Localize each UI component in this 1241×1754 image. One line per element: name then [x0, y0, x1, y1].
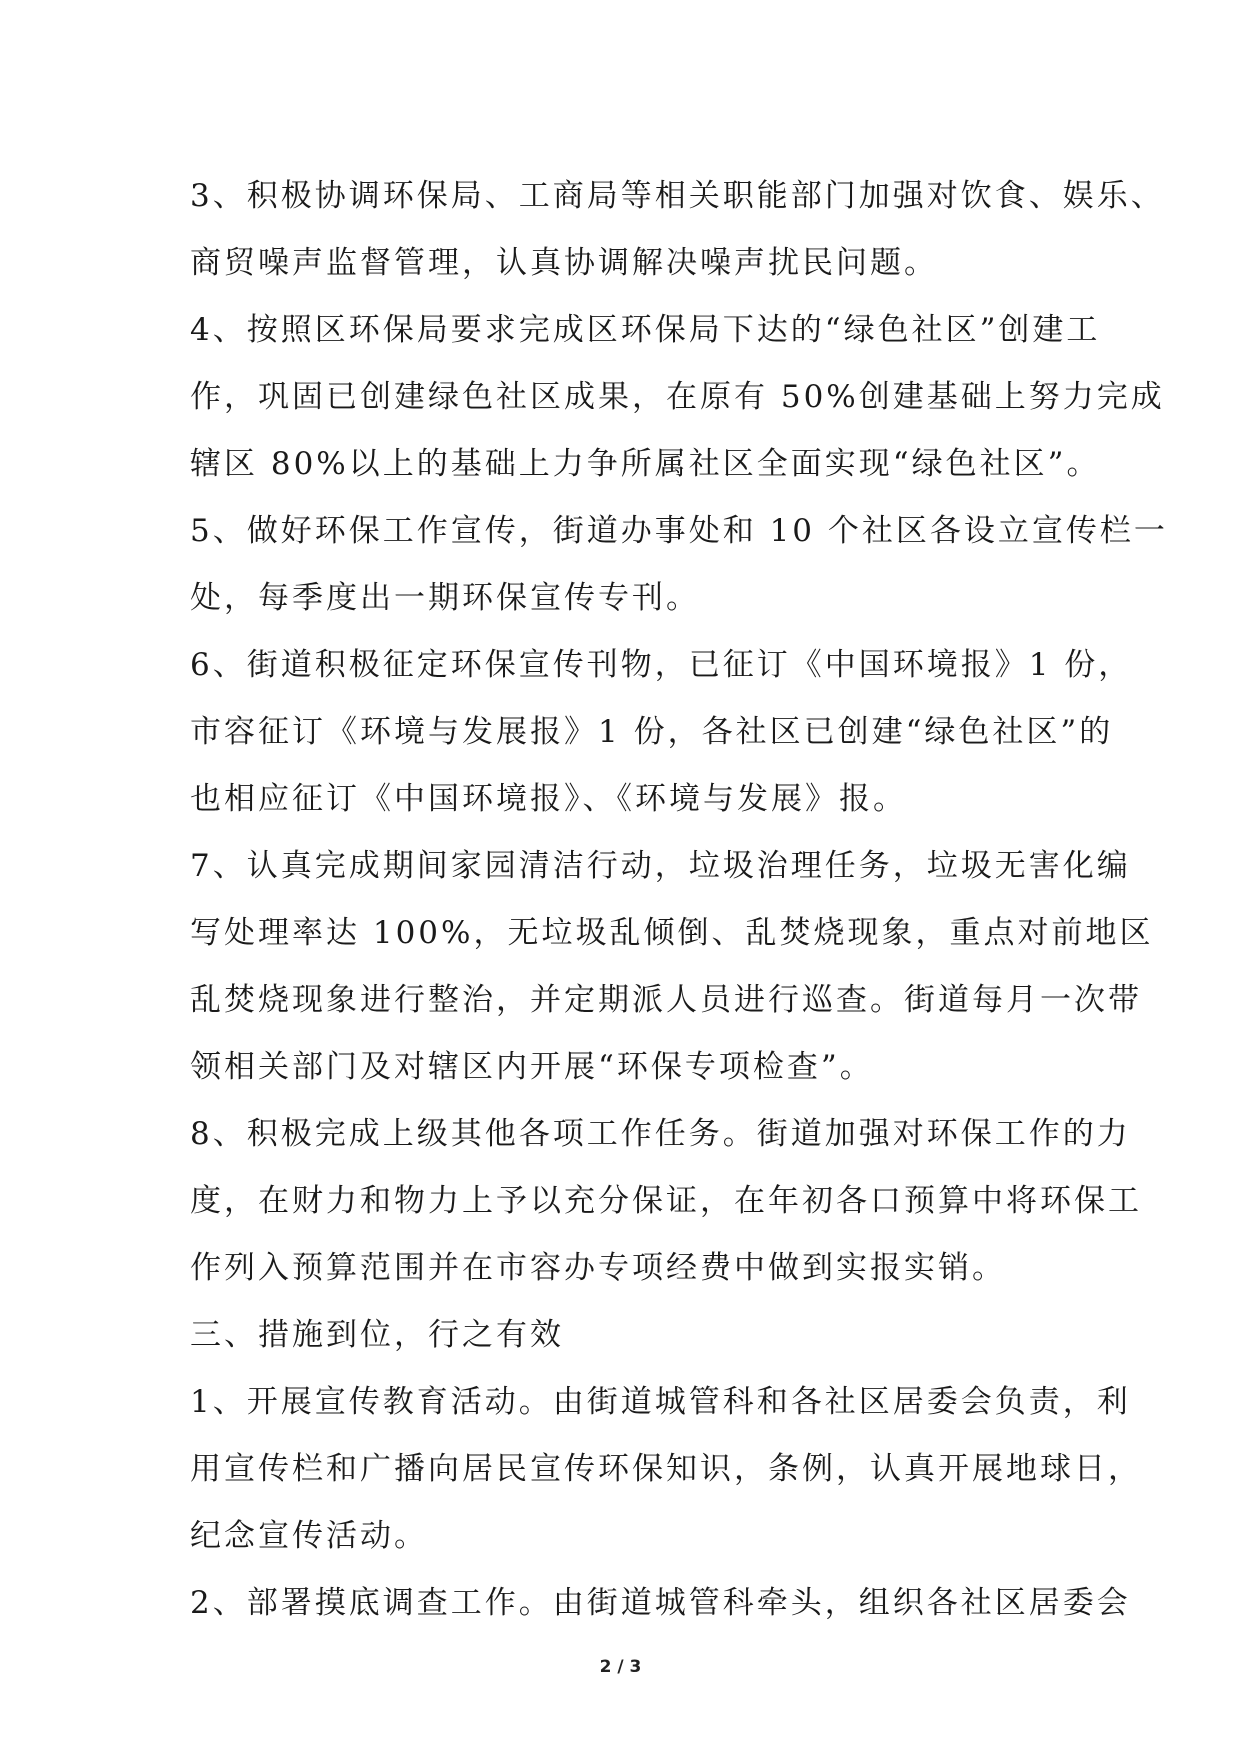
text-line: 6、街道积极征定环保宣传刊物，已征订《中国环境报》1 份，	[190, 647, 1133, 683]
text-line: 3、积极协调环保局、工商局等相关职能部门加强对饮食、娱乐、	[190, 178, 1165, 214]
text-line: 2、部署摸底调查工作。由街道城管科牵头，组织各社区居委会	[190, 1585, 1131, 1621]
text-line: 辖区 80%以上的基础上力争所属社区全面实现“绿色社区”。	[190, 446, 1101, 482]
section-heading: 三、措施到位，行之有效	[190, 1317, 564, 1353]
text-line: 用宣传栏和广播向居民宣传环保知识，条例，认真开展地球日，	[190, 1451, 1142, 1487]
text-line: 8、积极完成上级其他各项工作任务。街道加强对环保工作的力	[190, 1116, 1131, 1152]
text-line: 处，每季度出一期环保宣传专刊。	[190, 580, 700, 616]
text-line: 乱焚烧现象进行整治，并定期派人员进行巡查。街道每月一次带	[190, 982, 1142, 1018]
text-line: 也相应征订《中国环境报》、《环境与发展》报。	[190, 781, 907, 817]
text-line: 4、按照区环保局要求完成区环保局下达的“绿色社区”创建工	[190, 312, 1101, 348]
text-line: 市容征订《环境与发展报》1 份，各社区已创建“绿色社区”的	[190, 714, 1114, 750]
text-line: 纪念宣传活动。	[190, 1518, 428, 1554]
text-line: 作，巩固已创建绿色社区成果，在原有 50%创建基础上努力完成	[190, 379, 1165, 415]
text-line: 作列入预算范围并在市容办专项经费中做到实报实销。	[190, 1250, 1006, 1286]
page-number: 2 / 3	[599, 1657, 642, 1677]
text-line: 5、做好环保工作宣传，街道办事处和 10 个社区各设立宣传栏一	[190, 513, 1168, 549]
text-line: 写处理率达 100%，无垃圾乱倾倒、乱焚烧现象，重点对前地区	[190, 915, 1154, 951]
text-line: 度，在财力和物力上予以充分保证，在年初各口预算中将环保工	[190, 1183, 1142, 1219]
text-line: 领相关部门及对辖区内开展“环保专项检查”。	[190, 1049, 874, 1085]
text-line: 商贸噪声监督管理，认真协调解决噪声扰民问题。	[190, 245, 938, 281]
text-line: 7、认真完成期间家园清洁行动，垃圾治理任务，垃圾无害化编	[190, 848, 1131, 884]
text-line: 1、开展宣传教育活动。由街道城管科和各社区居委会负责，利	[190, 1384, 1131, 1420]
